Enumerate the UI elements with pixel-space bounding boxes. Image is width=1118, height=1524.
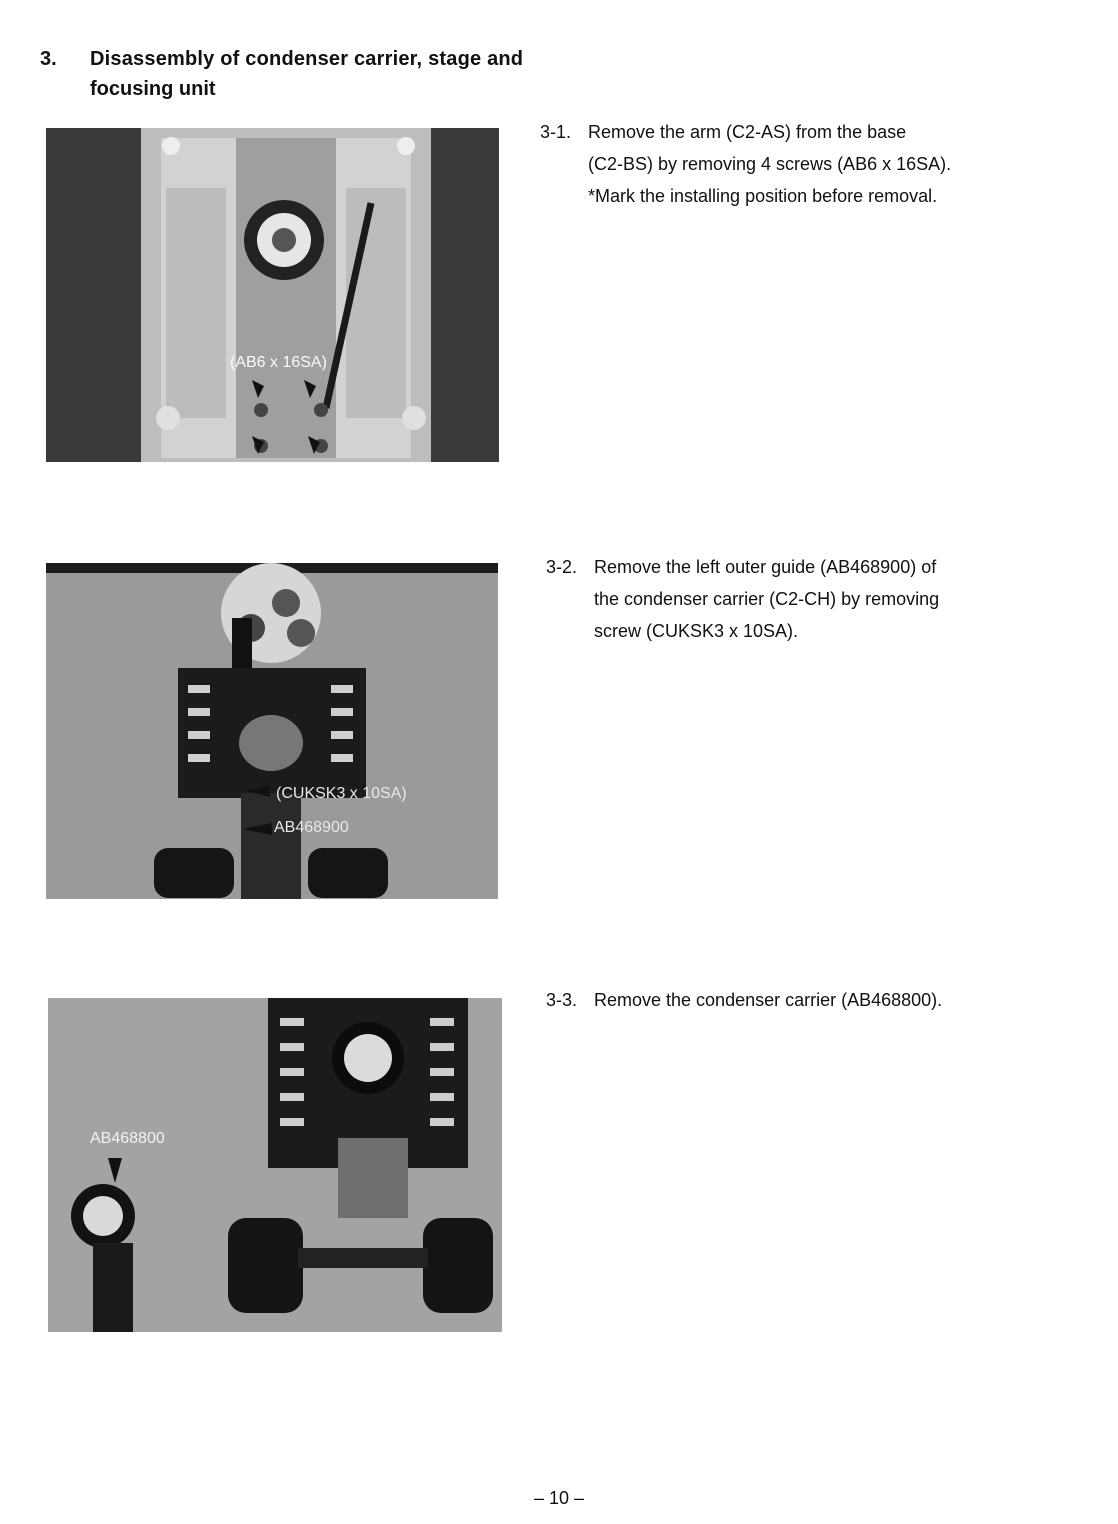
photo-condenser-carrier [48,998,502,1332]
section-title-line1: Disassembly of condenser carrier, stage and [90,48,524,70]
step-line: Remove the left outer guide (AB468900) of [594,557,937,577]
step-number: 3-1. [540,122,572,142]
photo-arm-base-screws [46,128,499,462]
photo-callout-screws: (AB6 x 16SA) [230,354,327,371]
step-line: screw (CUKSK3 x 10SA). [594,621,799,641]
step-line: Remove the arm (C2-AS) from the base [588,122,907,142]
photo-outer-guide [46,563,498,899]
step-note: *Mark the installing position before removal. [588,186,938,206]
step-3-2 [546,551,1066,647]
step-number: 3-3. [546,990,578,1010]
step-line: the condenser carrier (C2-CH) by removing [594,589,940,609]
step-3-1 [540,116,1060,212]
step-number: 3-2. [546,557,578,577]
photo-callout-guide: AB468900 [274,819,349,836]
step-line: Remove the condenser carrier (AB468800). [594,990,943,1010]
page-number: – 10 – [533,1488,585,1508]
section-number: 3. [40,48,57,70]
photo-callout-screw: (CUKSK3 x 10SA) [276,785,407,802]
section-title-line2: focusing unit [90,78,216,100]
step-3-3 [546,984,1066,1016]
photo-callout-carrier: AB468800 [90,1130,165,1147]
step-line: (C2-BS) by removing 4 screws (AB6 x 16SA). [588,154,952,174]
